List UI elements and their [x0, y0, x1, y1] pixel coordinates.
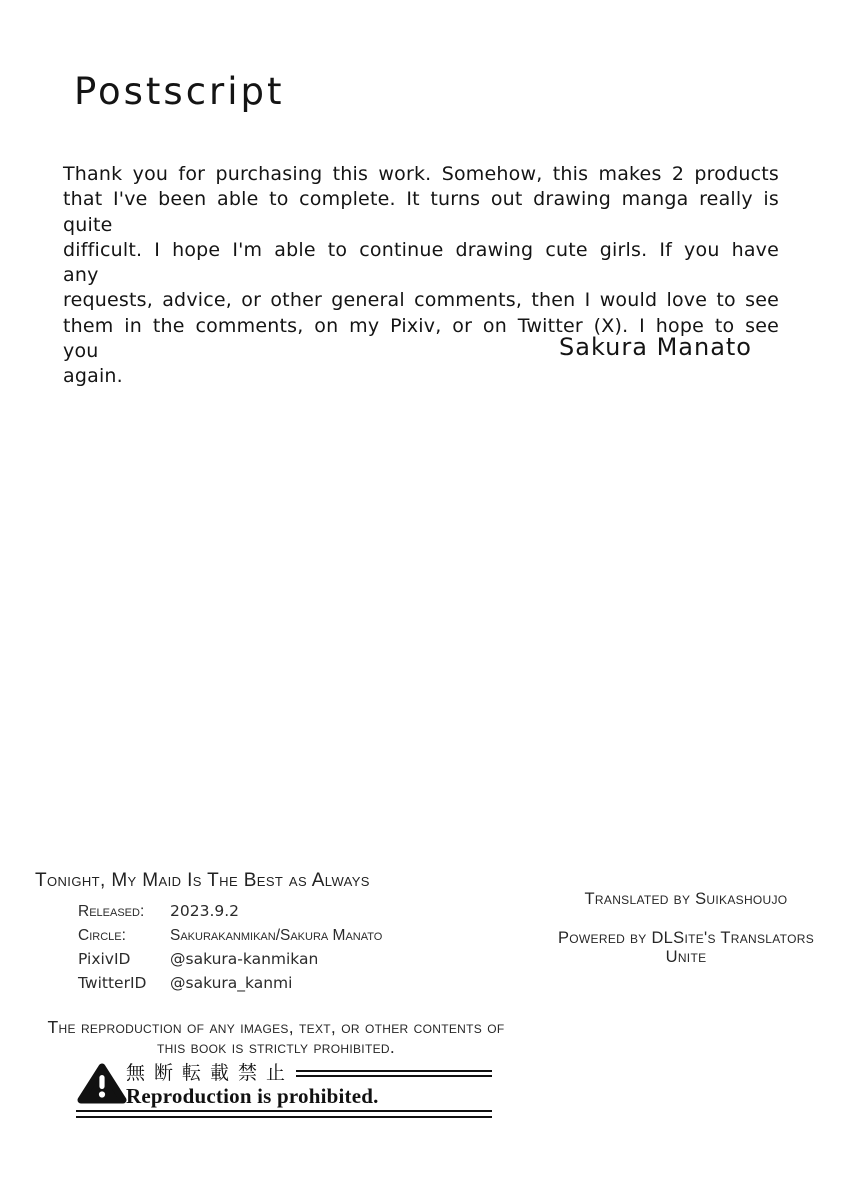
- author-signature: Sakura Manato: [559, 333, 752, 361]
- double-rule-inline: [296, 1070, 492, 1077]
- reproduction-notice: The reproduction of any images, text, or other contents of this book is strictly prohibited.: [47, 1017, 505, 1057]
- credit-rows: [78, 903, 382, 992]
- pixiv-id: @sakura-kanmikan: [170, 950, 319, 968]
- afterword-line: them in the comments, on my Pixiv, or on Twitter (X). I hope to see you: [63, 314, 779, 363]
- pixiv-label: PixivID: [78, 950, 131, 968]
- circle-value: Sakurakanmikan/Sakura Manato: [170, 927, 383, 944]
- credit-row-released: [78, 903, 382, 920]
- translation-credits: [538, 890, 834, 967]
- warning-japanese-row: [126, 1062, 492, 1084]
- afterword-line: that I've been able to complete. It turns out drawing manga really is quite: [63, 188, 779, 236]
- powered-by: Powered by DLSite's Translators Unite: [557, 929, 814, 966]
- twitter-id: @sakura_kanmi: [170, 974, 293, 992]
- work-title: Tonight, My Maid Is The Best as Always: [35, 870, 370, 891]
- twitter-label: TwitterID: [78, 974, 147, 992]
- circle-label: Circle:: [78, 927, 126, 944]
- afterword-line: again.: [63, 365, 123, 388]
- warning-japanese-text: 無断転載禁止: [126, 1062, 295, 1084]
- credit-row-circle: [78, 927, 382, 944]
- translated-by: Translated by Suikashoujo: [584, 890, 788, 908]
- afterword-line: difficult. I hope I'm able to continue drawing cute girls. If you have any: [63, 238, 779, 287]
- page-title: Postscript: [74, 70, 285, 113]
- released-value: 2023.9.2: [170, 902, 240, 920]
- warning-english-text: Reproduction is prohibited.: [126, 1084, 379, 1108]
- credits-block: [35, 870, 382, 992]
- released-label: Released:: [78, 903, 145, 920]
- warning-triangle-icon: [77, 1063, 127, 1105]
- afterword-line: Thank you for purchasing this work. Somehow, this makes 2 products: [63, 163, 779, 185]
- credit-row-twitter: [78, 975, 382, 992]
- afterword-line: requests, advice, or other general comments, then I would love to see: [63, 289, 779, 312]
- credit-row-pixiv: [78, 951, 382, 968]
- double-rule-bottom: [76, 1110, 492, 1118]
